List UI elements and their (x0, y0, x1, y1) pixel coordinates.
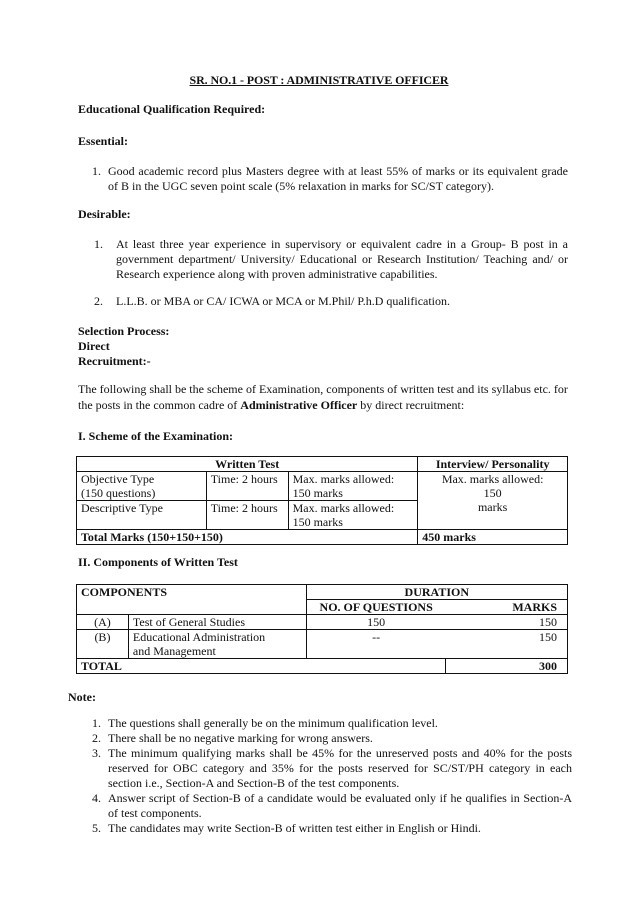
list-item: 1. The questions shall generally be on the minimum qualification level. (92, 716, 438, 730)
components-header: COMPONENTS (77, 585, 307, 600)
desirable-item-2: 2. L.L.B. or MBA or CA/ ICWA or MCA or M.Phil/ P.h.D qualification. (94, 294, 451, 308)
table-row: (B) Educational Administration and Management -- 150 (77, 630, 568, 659)
scheme-total-value: 450 marks (418, 530, 568, 545)
desirable-item-1: 1. At least three year experience in supervisory or equivalent cadre in a Group- B post in a government department/ University/ Educational or Research Institution/ Teaching and/ or Research experience along with proven administrative capabilities. (94, 237, 568, 281)
scheme-header-written: Written Test (77, 457, 418, 472)
list-item: 2. There shall be no negative marking for wrong answers. (92, 731, 373, 745)
selection-process: Selection Process: Direct Recruitment:- (78, 324, 170, 368)
edu-heading: Educational Qualification Required: (78, 102, 266, 116)
components-total-value: 300 (446, 659, 568, 674)
questions-header: NO. OF QUESTIONS (306, 600, 446, 615)
scheme-header-interview: Interview/ Personality (418, 457, 568, 472)
duration-header: DURATION (306, 585, 567, 600)
scheme-intro: The following shall be the scheme of Examination, components of written test and its syllabus etc. for the posts in the common cadre of Administrative Officer by direct recruitment: (78, 382, 568, 412)
table-row (77, 659, 568, 674)
essential-item-1: 1. Good academic record plus Masters degree with at least 55% of marks or its equivalent grade of B in the UGC seven point scale (5% relaxation in marks for SC/ST category). (92, 164, 568, 193)
table-row: Descriptive Type Time: 2 hours Max. marks allowed: 150 marks (77, 501, 568, 530)
interview-marks: Max. marks allowed: 150 marks (418, 472, 568, 530)
components-total-label: TOTAL (77, 659, 446, 674)
notes-list (92, 716, 572, 836)
table-row: (A) Test of General Studies 150 150 (77, 615, 568, 630)
list-item: 5. The candidates may write Section-B of written test either in English or Hindi. (92, 821, 481, 835)
page-title: SR. NO.1 - POST : ADMINISTRATIVE OFFICER (189, 73, 449, 87)
components-table (76, 584, 568, 674)
scheme-table (76, 456, 568, 545)
marks-header: MARKS (446, 600, 568, 615)
note-heading: Note: (68, 690, 96, 704)
table-row (77, 530, 568, 545)
list-item: 4. Answer script of Section-B of a candidate would be evaluated only if he qualifies in Section-A of test components. (92, 791, 572, 820)
desirable-heading: Desirable: (78, 207, 131, 221)
scheme-total-label: Total Marks (150+150+150) (77, 530, 418, 545)
essential-heading: Essential: (78, 134, 129, 148)
table-row: Objective Type (150 questions) Time: 2 hours Max. marks allowed: 150 marks Max. marks allowed: 150 marks (77, 472, 568, 501)
components-heading: II. Components of Written Test (78, 555, 238, 569)
scheme-heading: I. Scheme of the Examination: (78, 429, 233, 443)
list-item: 3. The minimum qualifying marks shall be 45% for the unreserved posts and 40% for the posts reserved for OBC category and 35% for the posts reserved for SC/ST/PH category in each section i.e., Section-A and Section-B of the test components. (92, 746, 572, 790)
